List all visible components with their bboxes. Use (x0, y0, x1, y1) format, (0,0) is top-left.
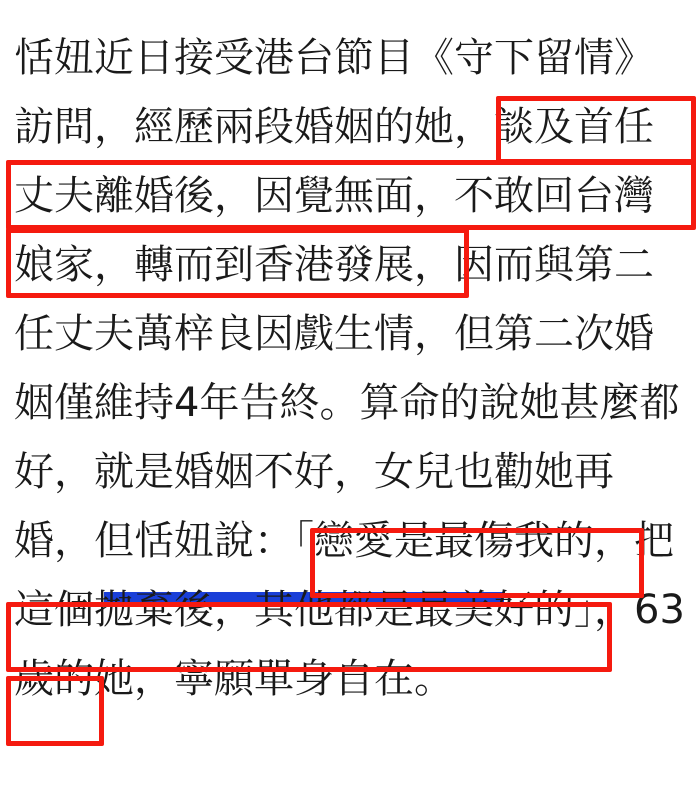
article-text: 恬妞近日接受港台節目《守下留情》訪問，經歷兩段婚姻的她，談及首任丈夫離婚後，因覺無面，不敢回台灣娘家，轉而到香港發展，因而與第二任丈夫萬梓良因戲生情，但第二次婚姻僅維持4年告終。算命的說她甚麼都好，就是婚姻不好，女兒也勸她再婚，但恬妞說：「戀愛是最傷我的，把這個拋棄後，其他都是最美好的」，63歲的她，寧願單身自在。 (14, 35, 685, 702)
